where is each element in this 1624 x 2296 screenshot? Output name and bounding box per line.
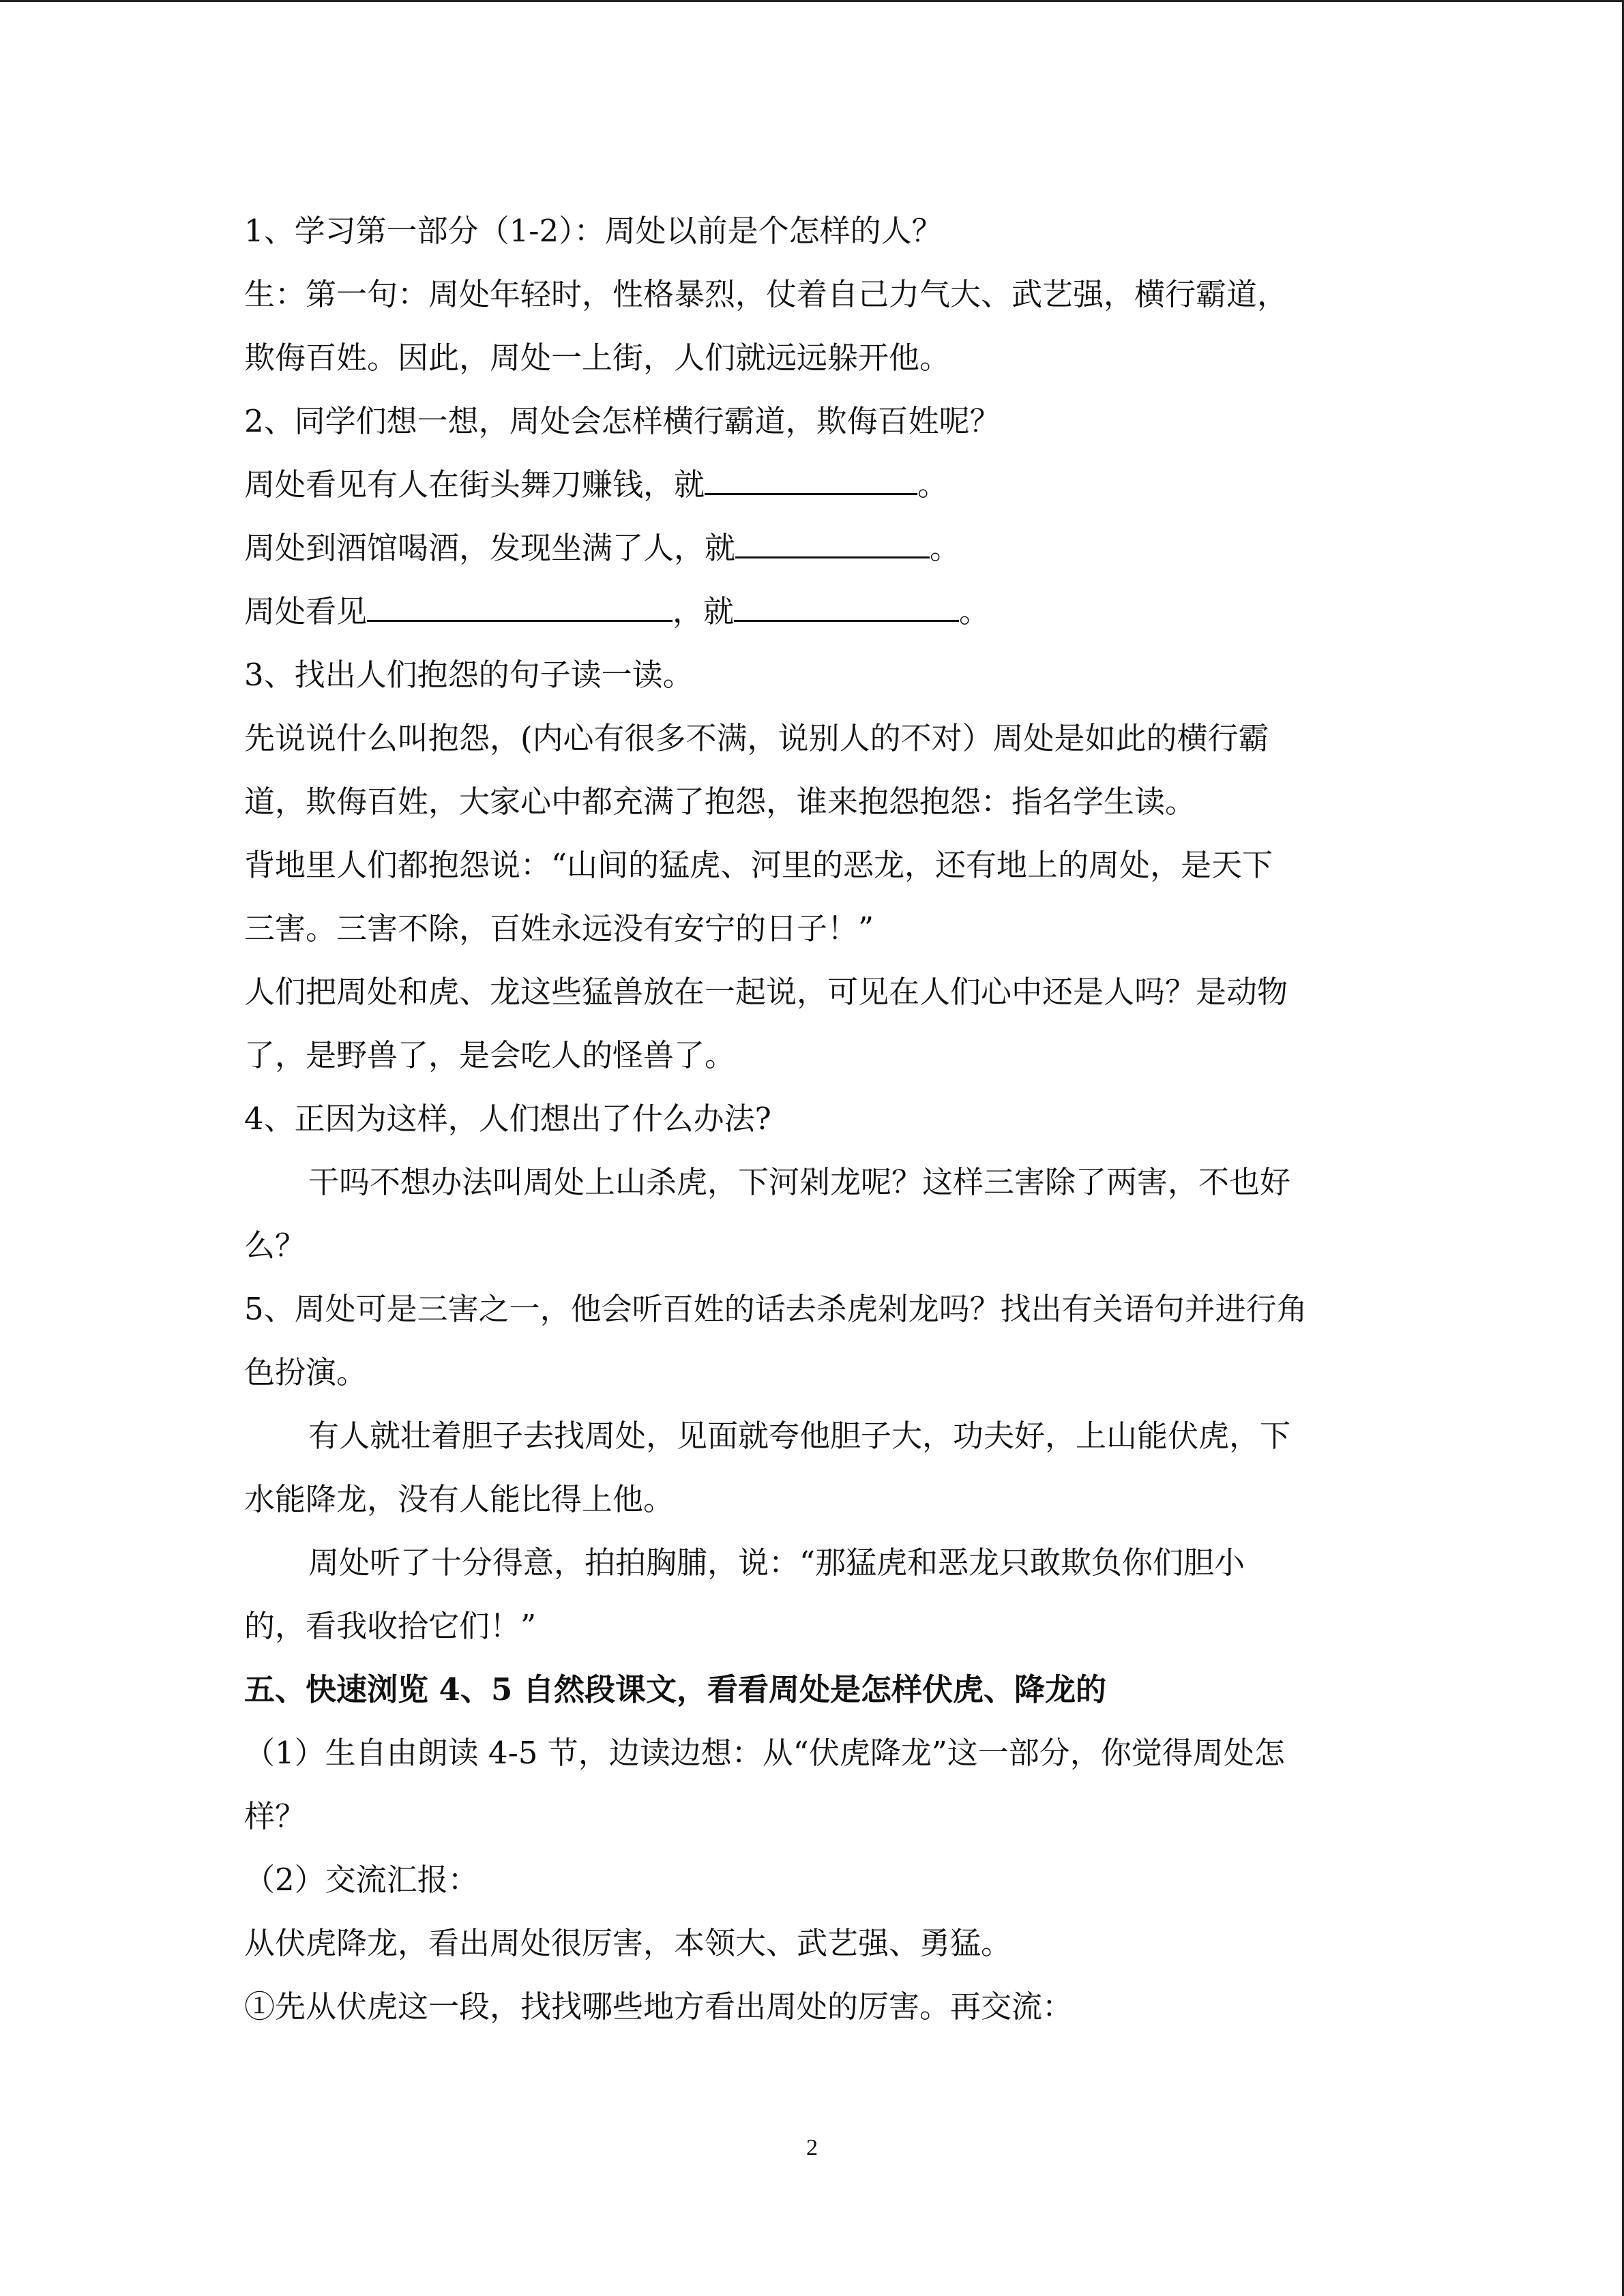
fill-blank-3-end: 。 xyxy=(959,593,990,629)
fill-blank-1-underline[interactable] xyxy=(705,463,917,495)
fill-blank-2-underline[interactable] xyxy=(735,526,930,558)
question-3: 3、找出人们抱怨的句子读一读。 xyxy=(244,657,694,693)
question-5-continued: 色扮演。 xyxy=(244,1354,368,1390)
fill-blank-2-end: 。 xyxy=(930,530,961,566)
task-1-continued: 样？ xyxy=(244,1798,306,1834)
fill-blank-1-end: 。 xyxy=(917,466,949,503)
paragraph-line: 水能降龙，没有人能比得上他。 xyxy=(244,1481,675,1517)
paragraph-line: ①先从伏虎这一段，找找哪些地方看出周处的厉害。再交流： xyxy=(244,1988,1074,2025)
paragraph-line: 从伏虎降龙，看出周处很厉害，本领大、武艺强、勇猛。 xyxy=(244,1925,1012,1961)
document-body xyxy=(244,199,1380,2038)
fill-blank-1-text: 周处看见有人在街头舞刀赚钱，就 xyxy=(244,466,705,503)
paragraph-line: 的，看我收拾它们！” xyxy=(244,1608,537,1644)
paragraph-line: 干吗不想办法叫周处上山杀虎，下河剁龙呢？这样三害除了两害，不也好 xyxy=(308,1164,1291,1200)
fill-blank-3-underline-a[interactable] xyxy=(367,590,673,622)
fill-blank-3-underline-b[interactable] xyxy=(734,590,959,622)
page-number: 2 xyxy=(806,2135,818,2160)
question-2: 2、同学们想一想，周处会怎样横行霸道，欺侮百姓呢？ xyxy=(244,403,1001,439)
paragraph-line: 周处听了十分得意，拍拍胸脯，说：“那猛虎和恶龙只敢欺负你们胆小 xyxy=(308,1545,1245,1581)
answer-line-continued: 欺侮百姓。因此，周处一上街，人们就远远躲开他。 xyxy=(244,340,951,376)
paragraph-line: 么？ xyxy=(244,1227,306,1264)
question-1: 1、学习第一部分（1-2）：周处以前是个怎样的人？ xyxy=(244,213,943,249)
answer-line: 生：第一句：周处年轻时，性格暴烈，仗着自己力气大、武艺强，横行霸道， xyxy=(244,276,1288,312)
fill-blank-2-text: 周处到酒馆喝酒，发现坐满了人，就 xyxy=(244,530,736,566)
task-1: （1）生自由朗读 4-5 节，边读边想：从“伏虎降龙”这一部分，你觉得周处怎 xyxy=(244,1735,1285,1771)
question-4: 4、正因为这样，人们想出了什么办法? xyxy=(244,1101,771,1137)
paragraph-line: 了，是野兽了，是会吃人的怪兽了。 xyxy=(244,1037,736,1073)
section-heading: 五、快速浏览 4、5 自然段课文，看看周处是怎样伏虎、降龙的 xyxy=(244,1671,1106,1708)
quote-line: 背地里人们都抱怨说：“山间的猛虎、河里的恶龙，还有地上的周处，是天下 xyxy=(244,847,1273,883)
fill-blank-3-text: 周处看见 xyxy=(244,593,368,629)
page-top-border xyxy=(0,0,1624,2)
fill-blank-1 xyxy=(244,453,1380,516)
paragraph-line: 有人就壮着胆子去找周处，见面就夸他胆子大，功夫好，上山能伏虎，下 xyxy=(308,1418,1291,1454)
question-5: 5、周处可是三害之一，他会听百姓的话去杀虎剁龙吗？找出有关语句并进行角 xyxy=(244,1291,1308,1327)
paragraph-line: 先说说什么叫抱怨，(内心有很多不满，说别人的不对）周处是如此的横行霸 xyxy=(244,720,1269,756)
paragraph-line: 道，欺侮百姓，大家心中都充满了抱怨，谁来抱怨抱怨：指名学生读。 xyxy=(244,784,1196,820)
fill-blank-3 xyxy=(244,580,1380,643)
fill-blank-2 xyxy=(244,516,1380,580)
fill-blank-3-mid: ，就 xyxy=(673,593,735,629)
quote-line: 三害。三害不除，百姓永远没有安宁的日子！” xyxy=(244,910,874,946)
task-2: （2）交流汇报： xyxy=(244,1862,479,1898)
paragraph-line: 人们把周处和虎、龙这些猛兽放在一起说，可见在人们心中还是人吗？是动物 xyxy=(244,974,1288,1010)
